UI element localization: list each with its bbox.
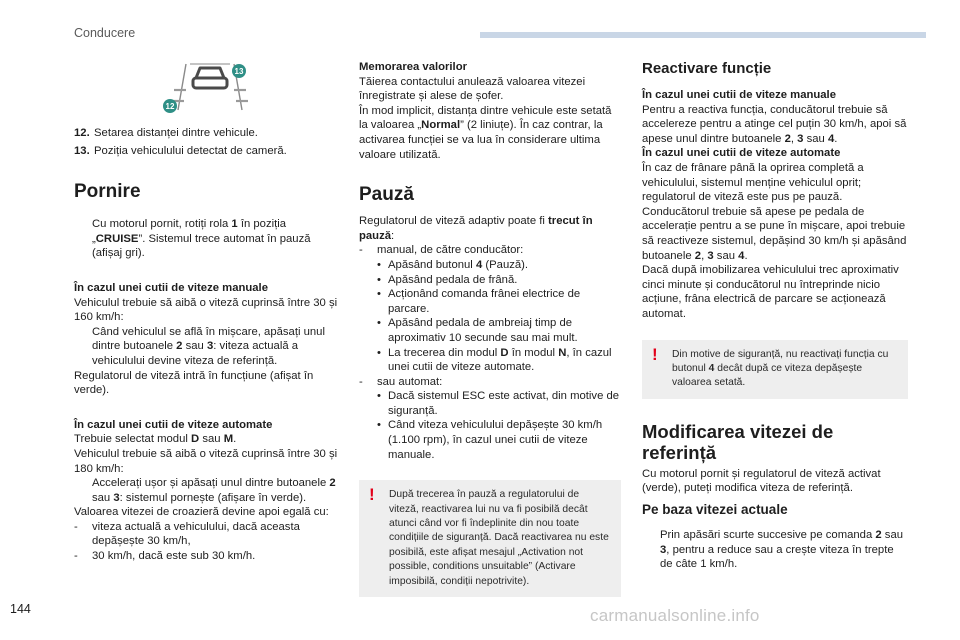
arrow-bullet-icon	[74, 476, 92, 505]
memorare-p2: În mod implicit, distanța dintre vehicule este setată la valoarea „Normal” (2 liniuțe). În caz contrar, la activarea funcției se va lua în considerare ultima valoare utilizată.	[359, 104, 612, 161]
arrow-bullet-icon	[74, 325, 92, 369]
dot-item: • Când viteza vehiculului depășește 30 km/h (1.100 rpm), în cazul unei cutii de viteze manuale.	[377, 419, 603, 461]
baza-bullet: Prin apăsări scurte succesive pe comanda 2 sau 3, pentru a reduce sau a crește viteza în trepte de câte 1 km/h.	[642, 528, 908, 572]
pornire-auto-p1: Trebuie selectat modul D sau M.	[74, 433, 237, 446]
pornire-auto-p3: Valoarea vitezei de croazieră devine apoi egală cu:	[74, 506, 329, 519]
pornire-bullet: Cu motorul pornit, rotiți rola 1 în poziția „CRUISE”. Sistemul trece automat în pauză (afișaj gri).	[74, 217, 338, 261]
pornire-auto-p2: Vehiculul trebuie să aibă o viteză cuprinsă între 30 și 180 km/h:	[74, 447, 338, 475]
column-right	[642, 60, 908, 572]
adaptive-cruise-illustration	[160, 60, 260, 116]
pornire-auto-heading: În cazul unei cutii de viteze automate	[74, 418, 273, 431]
page-number: 144	[10, 602, 31, 616]
pauza-warning-text: După trecerea în pauză a regulatorului de viteză, reactivarea lui nu va fi posibilă decât atunci când vor fi îndeplinite din nou toate condițiile de siguranță. Dacă reactivarea nu este posibilă, este afișat mesajul „Activation not possible, conditions unsuitable” (Activare imposibilă, condiții nepotrivite).	[389, 489, 609, 587]
pauza-warning-box	[359, 480, 621, 597]
column-left	[74, 60, 338, 564]
section-baza-title: Pe baza vitezei actuale	[642, 501, 788, 517]
illustration-legend	[74, 126, 338, 158]
modificarea-p: Cu motorul pornit și regulatorul de viteză activat (verde), puteți modifica viteza de referință.	[642, 467, 881, 495]
car-icon	[193, 68, 227, 88]
column-middle	[359, 60, 621, 597]
header-bar	[480, 32, 926, 38]
memorare-heading: Memorarea valorilor	[359, 61, 467, 73]
arrow-bullet-icon	[74, 217, 92, 261]
label-12-text: 12	[165, 102, 175, 111]
section-pornire-title: Pornire	[74, 181, 141, 203]
warning-icon: !	[652, 344, 658, 364]
warning-icon: !	[369, 485, 375, 505]
dash-item: - viteza actuală a vehiculului, dacă aceasta depășește 30 km/h,	[74, 520, 300, 548]
dot-item: • Apăsând pedala de ambreiaj timp de aproximativ 10 secunde sau mai mult.	[377, 317, 578, 344]
pornire-manual-heading: În cazul unei cutii de viteze manuale	[74, 281, 268, 294]
dash-item: - sau automat:	[359, 375, 443, 388]
dot-item: • Apăsând butonul 4 (Pauză).	[377, 258, 529, 271]
section-pauza-title: Pauză	[359, 184, 414, 206]
section-modificarea-title: Modificarea vitezei de referință	[642, 420, 834, 463]
reactivare-auto-p2: Conducătorul trebuie să apese pe pedala de accelerație pentru a se pune în mișcare, apoi trebuie să reactiveze sistemul, depășind 30 km/h și apăsând butoanele 2, 3 sau 4.	[642, 205, 907, 262]
reactivare-warning-box	[642, 340, 908, 399]
dot-item: • Apăsând pedala de frână.	[377, 273, 518, 286]
dash-item: - manual, de către conducător:	[359, 244, 524, 257]
legend-item: 13. Poziția vehiculului detectat de cameră.	[74, 144, 287, 157]
dash-item: - 30 km/h, dacă este sub 30 km/h.	[74, 550, 256, 563]
reactivare-manual-p: Pentru a reactiva funcția, conducătorul trebuie să accelereze pentru a atinge cel puțin 30 km/h, apoi să apese unul dintre butoanele 2, 3 sau 4.	[642, 103, 907, 145]
reactivare-manual-heading: În cazul unei cutii de viteze manuale	[642, 89, 836, 101]
distance-bars	[172, 90, 248, 101]
section-title: Conducere	[74, 26, 136, 40]
reactivare-warning-text: Din motive de siguranță, nu reactivați funcția cu butonul 4 decât după ce viteza depășește valoarea setată.	[672, 348, 889, 389]
memorare-p1: Tăierea contactului anulează valoarea vitezei înregistrate și alese de șofer.	[359, 75, 586, 103]
reactivare-auto-p3: Dacă după imobilizarea vehiculului trec aproximativ cinci minute și conducătorul nu întreprinde nicio acțiune, frâna electrică de parcare se acționează automat.	[642, 264, 899, 320]
dot-item: • Dacă sistemul ESC este activat, din motive de siguranță.	[377, 390, 620, 417]
arrow-bullet-icon	[642, 528, 660, 572]
dot-item: • La trecerea din modul D în modul N, în cazul unei cutii de viteze automate.	[377, 346, 612, 374]
legend-item: 12. Setarea distanței dintre vehicule.	[74, 127, 258, 139]
pornire-manual-p2: Regulatorul de viteză intră în funcțiune (afișat în verde).	[74, 369, 314, 397]
label-13-text: 13	[234, 67, 244, 76]
watermark: carmanualsonline.info	[590, 606, 760, 625]
pornire-auto-bullet: Accelerați ușor și apăsați unul dintre butoanele 2 sau 3: sistemul pornește (afișare în verde).	[74, 476, 338, 505]
reactivare-auto-p1: În caz de frânare până la oprirea completă a vehiculului, sistemul menține vehiculul oprit; regulatorul de viteză este pus pe pauză.	[642, 161, 864, 204]
dot-item: • Acționând comanda frânei electrice de parcare.	[377, 288, 581, 315]
pauza-intro: Regulatorul de viteză adaptiv poate fi trecut în pauză:	[359, 215, 593, 242]
section-reactivare-title: Reactivare funcție	[642, 60, 772, 77]
pornire-manual-p1: Vehiculul trebuie să aibă o viteză cuprinsă între 30 și 160 km/h:	[74, 296, 338, 324]
reactivare-auto-heading: În cazul unei cutii de viteze automate	[642, 147, 841, 160]
pornire-manual-bullet: Când vehiculul se află în mișcare, apăsați unul dintre butoanele 2 sau 3: viteza actuală a vehiculului devine viteza de referință.	[74, 325, 338, 369]
